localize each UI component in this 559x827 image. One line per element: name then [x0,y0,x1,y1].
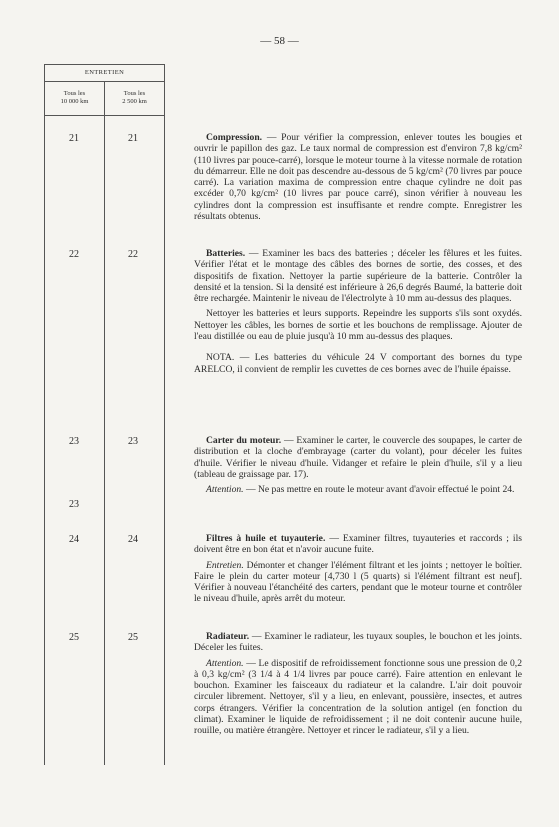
radiateur-attention-body: — Le dispositif de refroidissement fonctionne sous une pression de 0,2 à 0,3 kg/cm² (3 1/4 à 4 1/4 livres par pouce carré). Faire attention en enlevant le bouchon. Examiner les faisceaux du radiateur et la calandre. L'air doit pouvoir circuler librement. Nettoyer, s'il y a lieu, en enlevant, poussière, insectes, et autres corps étrangers. Vérifier la concentration de la solution antigel (en fonction du climat). Examiner le liquide de refroidissement ; il ne doit contenir aucune huile, rouille, ou matière étrangère. Nettoyer et rincer le radiateur, s'il y a lieu. [194,657,522,737]
column-divider [104,81,105,765]
row-10000km-radiateur: 25 [69,632,79,643]
batteries-title: Batteries. [206,248,246,259]
batteries-paragraph-2: Nettoyer les batteries et leurs supports. Repeindre les supports s'ils sont oxydés. Nettoyer les câbles, les bornes de sortie et les bouchons de remplissage. Ajouter de l'eau distillée ou eau de pluie jusqu'à 10 mm au-dessus des plaques. [194,308,522,343]
radiateur-body: — Examiner le radiateur, les tuyaux souples, le bouchon et les joints. Déceler les fuites. [194,631,522,654]
row-2500km-compression: 21 [128,133,138,144]
row-10000km-compression: 21 [69,133,79,144]
row-2500km-carter: 23 [128,436,138,447]
column-header-2500km-line1: Tous les [123,90,146,97]
row-2500km-radiateur: 25 [128,632,138,643]
batteries-body: — Examiner les bacs des batteries ; déceler les fêlures et les fuites. Vérifier l'état et le montage des câbles des bornes de sortie, des cosses, et des dispositifs de fixation. Nettoyer la partie supérieure de la batterie. Contrôler la densité et la tension. Si la densité est inférieure à 26,6 degrés Baumé, la batterie doit être rechargée. Maintenir le niveau de l'électrolyte à 10 mm au-dessus des plaques. [194,248,522,305]
row-2500km-filtres: 24 [128,534,138,545]
maintenance-interval-table [44,64,165,765]
filtres-title: Filtres à huile et tuyauterie. [206,533,326,544]
carter-body: — Examiner le carter, le couvercle des soupapes, le carter de distribution et la cloche d'embrayage (carter du volant), pour déceler les fuites d'huile. Vérifier le niveau d'huile. Vidanger et refaire le plein d'huile, s'il y a lieu (tableau de graissage par. 17). [194,435,522,480]
filtres-entretien-label: Entretien. [206,559,244,571]
row-10000km-filtres: 24 [69,534,79,545]
carter-attention-body: — Ne pas mettre en route le moteur avant d'avoir effectué le point 24. [243,484,515,496]
filtres-body: — Examiner filtres, tuyauteries et raccords ; ils doivent être en bon état et n'avoir aucune fuite. [194,533,522,556]
column-header-10000km-line1: Tous les [63,90,86,97]
column-header-2500km-line2: 2 500 km [122,98,147,105]
row-10000km-batteries: 22 [69,249,79,260]
section-carter [194,435,522,495]
radiateur-title: Radiateur. [206,631,250,642]
row-2500km-batteries: 22 [128,249,138,260]
radiateur-attention-label: Attention. [206,657,244,669]
carter-title: Carter du moteur. [206,435,282,446]
table-title: ENTRETIEN [45,65,164,82]
column-header-2500km [105,81,164,116]
section-radiateur [194,631,522,737]
compression-body: — Pour vérifier la compression, enlever toutes les bougies et ouvrir le papillon des gaz. Le taux normal de compression est d'environ 7,8 kg/cm² (110 livres par pouce-carré), lorsque le moteur tourne à la vitesse normale de rotation du démarreur. Elle ne doit pas descendre au-dessous de 5 kg/cm² (70 livres par pouce carré). La variation maxima de compression entre chaque cylindre ne doit pas excéder 0,70 kg/cm² (10 livres par pouce carré), sinon vérifier à nouveau les cylindres dont la compression est insuffisante et rendre compte. Enregistrer les résultats obtenus. [194,132,522,223]
batteries-nota: NOTA. — Les batteries du véhicule 24 V comportant des bornes du type ARELCO, il convient de remplir les cuvettes de ces bornes avec de l'huile épaisse. [194,352,522,375]
section-compression [194,132,522,222]
page-number: — 58 — [260,35,299,47]
row-10000km-carter-attention: 23 [69,499,79,510]
carter-attention-label: Attention. [206,484,244,496]
filtres-entretien-body: Démonter et changer l'élément filtrant et les joints ; nettoyer le boîtier. Faire le plein du carter moteur [4,730 l (5 quarts) si l'élément filtrant est neuf]. Vérifier à nouveau l'étanchéité des carters, pendant que le moteur tourne et contrôler le niveau d'huile, après arrêt du moteur. [194,559,522,605]
section-filtres [194,533,522,605]
column-header-10000km [45,81,104,116]
compression-title: Compression. [206,132,263,143]
section-batteries [194,248,522,375]
column-header-10000km-line2: 10 000 km [60,98,89,105]
row-10000km-carter: 23 [69,436,79,447]
